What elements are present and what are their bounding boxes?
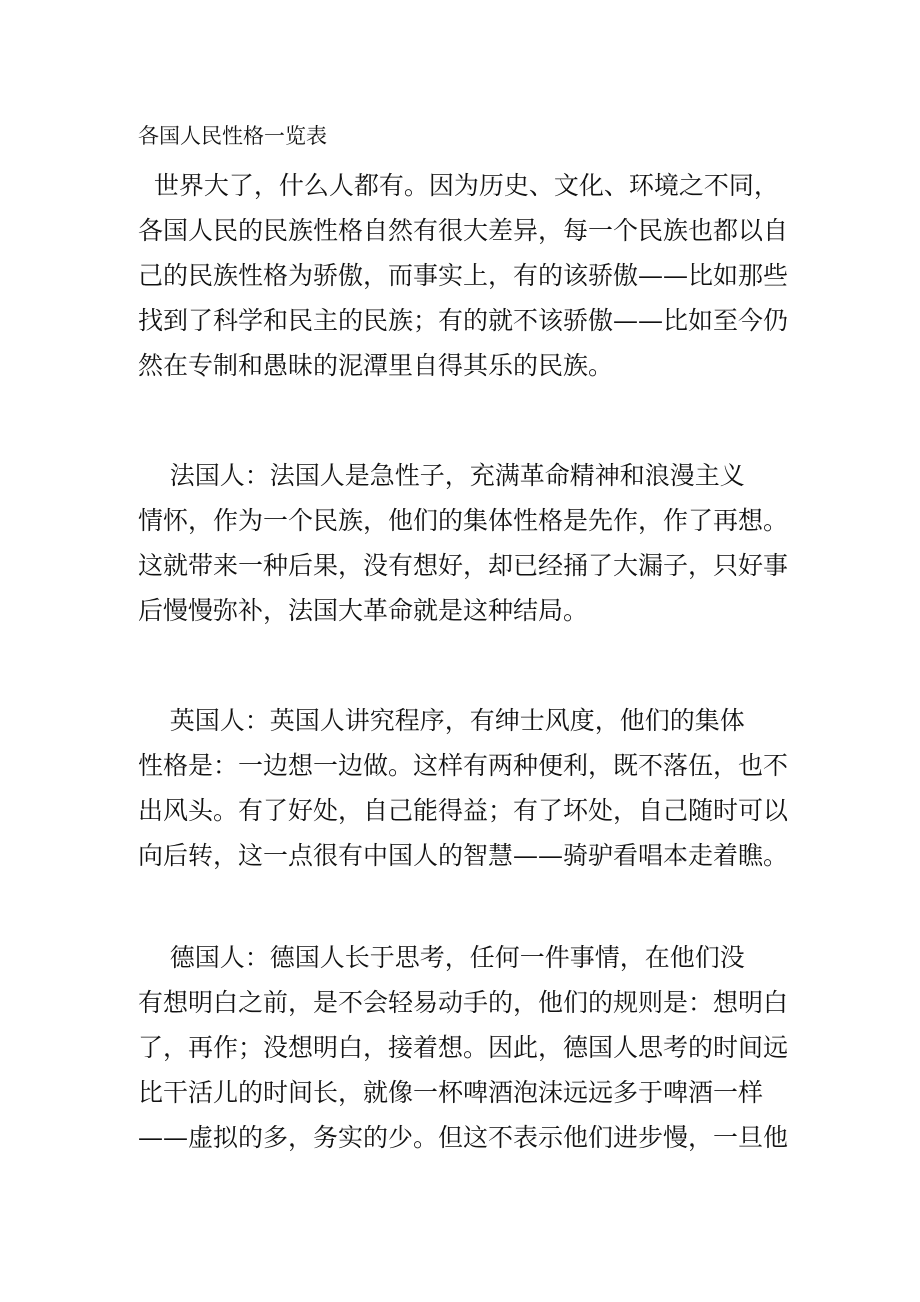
text-line: 后慢慢弥补，法国大革命就是这种结局。 xyxy=(138,596,589,625)
text-line: 己的民族性格为骄傲，而事实上，有的该骄傲——比如那些 xyxy=(138,261,789,290)
text-line: 找到了科学和民主的民族；有的就不该骄傲——比如至今仍 xyxy=(138,306,789,335)
text-line: 世界大了，什么人都有。因为历史、文化、环境之不同， xyxy=(138,171,779,200)
text-line: 出风头。有了好处，自己能得益；有了坏处，自己随时可以 xyxy=(138,796,789,825)
text-line: ——虚拟的多，务实的少。但这不表示他们进步慢，一旦他 xyxy=(138,1123,789,1152)
section-england xyxy=(138,698,788,878)
text-line: 法国人：法国人是急性子，充满革命精神和浪漫主义 xyxy=(138,461,745,490)
text-line: 各国人民的民族性格自然有很大差异，每一个民族也都以自 xyxy=(138,216,789,245)
text-line: 比干活儿的时间长，就像一杯啤酒泡沫远远多于啤酒一样 xyxy=(138,1078,764,1107)
section-france xyxy=(138,453,788,633)
section-germany xyxy=(138,935,788,1160)
intro-paragraph xyxy=(138,163,788,388)
text-line: 这就带来一种后果，没有想好，却已经捅了大漏子，只好事 xyxy=(138,551,789,580)
text-line: 了，再作；没想明白，接着想。因此，德国人思考的时间远 xyxy=(138,1033,789,1062)
text-line: 情怀，作为一个民族，他们的集体性格是先作，作了再想。 xyxy=(138,506,789,535)
text-line: 英国人：英国人讲究程序，有绅士风度，他们的集体 xyxy=(138,706,745,735)
text-line: 向后转，这一点很有中国人的智慧——骑驴看唱本走着瞧。 xyxy=(138,841,789,870)
text-line: 有想明白之前，是不会轻易动手的，他们的规则是：想明白 xyxy=(138,988,789,1017)
text-line: 德国人：德国人长于思考，任何一件事情，在他们没 xyxy=(138,943,745,972)
text-line: 性格是：一边想一边做。这样有两种便利，既不落伍，也不 xyxy=(138,751,789,780)
document-title: 各国人民性格一览表 xyxy=(138,124,327,148)
text-line: 然在专制和愚昧的泥潭里自得其乐的民族。 xyxy=(138,351,614,380)
